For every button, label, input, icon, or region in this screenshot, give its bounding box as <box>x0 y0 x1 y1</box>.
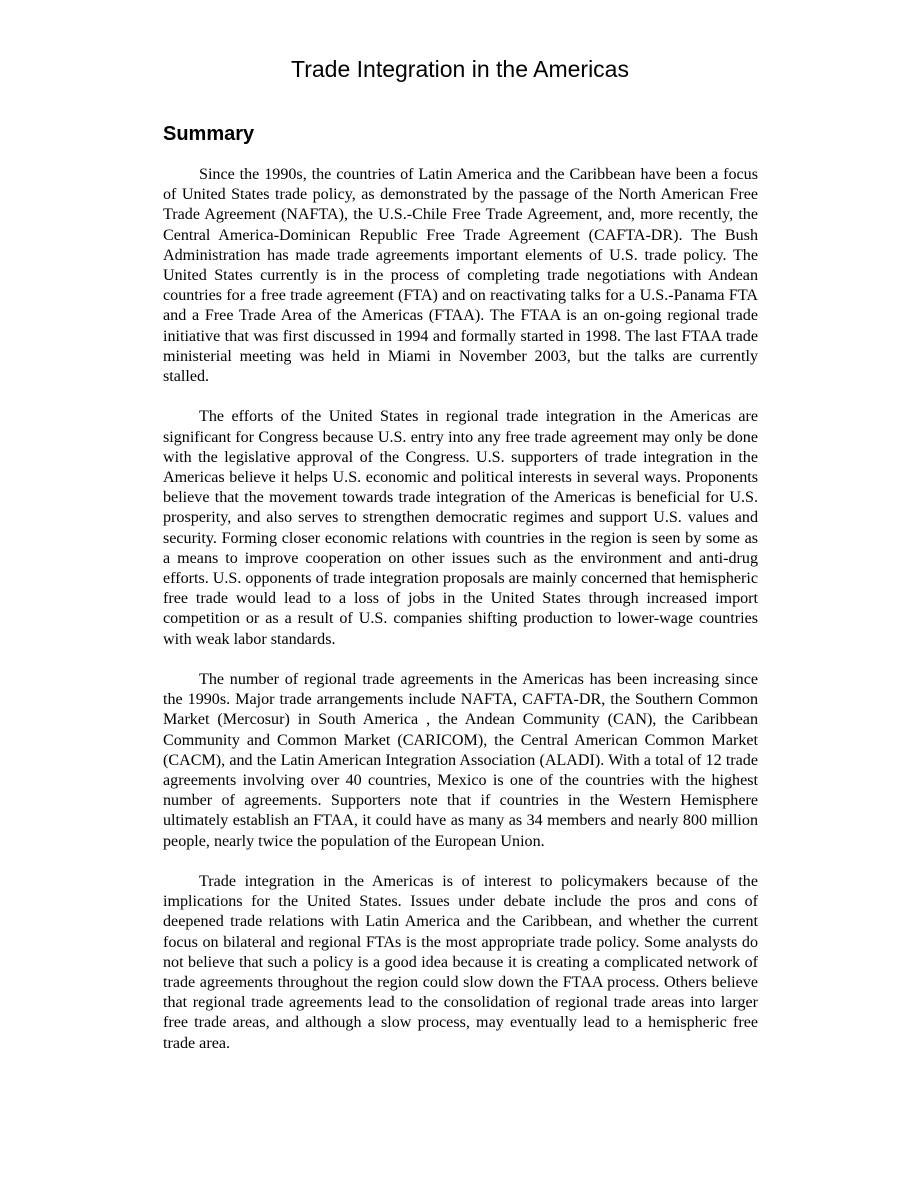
document-title: Trade Integration in the Americas <box>291 56 629 82</box>
summary-paragraph-1: Since the 1990s, the countries of Latin America and the Caribbean have been a focus of United States trade policy, as demonstrated by the passage of the North American Free Trade Agreement (NAFTA), the U.S.-Chile Free Trade Agreement, and, more recently, the Central America-Dominican Republic Free Trade Agreement (CAFTA-DR). The Bush Administration has made trade agreements important elements of U.S. trade policy. The United States currently is in the process of completing trade negotiations with Andean countries for a free trade agreement (FTA) and on reactivating talks for a U.S.-Panama FTA and a Free Trade Area of the Americas (FTAA). The FTAA is an on-going regional trade initiative that was first discussed in 1994 and formally started in 1998. The last FTAA trade ministerial meeting was held in Miami in November 2003, but the talks are currently stalled. <box>163 166 758 386</box>
summary-paragraph-3: The number of regional trade agreements in the Americas has been increasing since the 1990s. Major trade arrangements include NAFTA, CAFTA-DR, the Southern Common Market (Mercosur) in South America , the Andean Community (CAN), the Caribbean Community and Common Market (CARICOM), the Central American Common Market (CACM), and the Latin American Integration Association (ALADI). With a total of 12 trade agreements involving over 40 countries, Mexico is one of the countries with the highest number of agreements. Supporters note that if countries in the Western Hemisphere ultimately establish an FTAA, it could have as many as 34 members and nearly 800 million people, nearly twice the population of the European Union. <box>163 671 758 850</box>
summary-paragraph-4: Trade integration in the Americas is of interest to policymakers because of the implications for the United States. Issues under debate include the pros and cons of deepened trade relations with Latin America and the Caribbean, and whether the current focus on bilateral and regional FTAs is the most appropriate trade policy. Some analysts do not believe that such a policy is a good idea because it is creating a complicated network of trade agreements throughout the region could slow down the FTAA process. Others believe that regional trade agreements lead to the consolidation of regional trade areas into larger free trade areas, and although a slow process, may eventually lead to a hemispheric free trade area. <box>163 873 758 1052</box>
section-heading-summary: Summary <box>163 123 255 145</box>
summary-body <box>163 165 758 1074</box>
summary-paragraph-2: The efforts of the United States in regional trade integration in the Americas are significant for Congress because U.S. entry into any free trade agreement may only be done with the legislative approval of the Congress. U.S. supporters of trade integration in the Americas believe it helps U.S. economic and political interests in several ways. Proponents believe that the movement towards trade integration of the Americas is beneficial for U.S. prosperity, and also serves to strengthen democratic regimes and support U.S. values and security. Forming closer economic relations with countries in the region is seen by some as a means to improve cooperation on other issues such as the environment and anti-drug efforts. U.S. opponents of trade integration proposals are mainly concerned that hemispheric free trade would lead to a loss of jobs in the United States through increased import competition or as a result of U.S. companies shifting production to lower-wage countries with weak labor standards. <box>163 408 758 648</box>
